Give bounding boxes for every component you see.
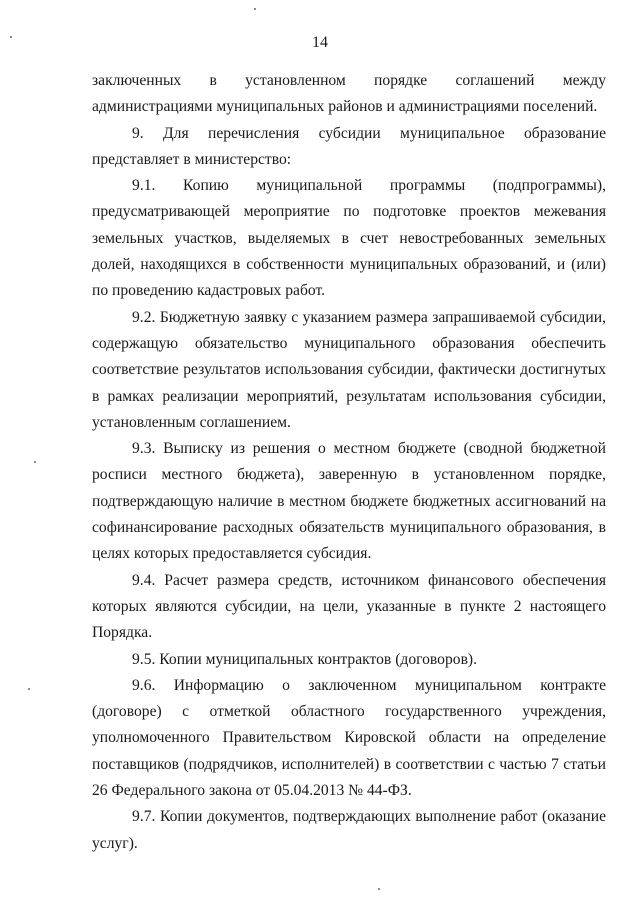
scan-speck bbox=[10, 36, 12, 38]
paragraph-9-5: 9.5. Копии муниципальных контрактов (договоров). bbox=[132, 650, 478, 668]
scan-speck bbox=[34, 461, 36, 463]
paragraph-9-2: 9.2. Бюджетную заявку с указанием размера запрашиваемой субсидии, содержащую обязательство муниципального образования обеспечить соответствие результатов использования субсидии, фактически достигнутых в рамках реализации мероприятий, результатам использования субсидии, установленным соглашением. bbox=[92, 308, 606, 431]
paragraph-9-1: 9.1. Копию муниципальной программы (подпрограммы), предусматривающей мероприятие по подготовке проектов межевания земельных участков, выделяемых в счет невостребованных земельных долей, находящихся в собственности муниципальных образований, и (или) по проведению кадастровых работ. bbox=[92, 177, 606, 300]
page-number: 14 bbox=[312, 34, 328, 51]
paragraph-9-7: 9.7. Копии документов, подтверждающих выполнение работ (оказание услуг). bbox=[92, 808, 606, 852]
paragraph-9-6: 9.6. Информацию о заключенном муниципальном контракте (договоре) с отметкой областного государственного учреждения, уполномоченного Правительством Кировской области на определение поставщиков (подрядчиков, исполнителей) в соответствии с частью 7 статьи 26 Федерального закона от 05.04.2013 № 44-ФЗ. bbox=[92, 676, 606, 800]
paragraph-continuation: заключенных в установленном порядке соглашений между администрациями муниципальных районов и администрациями поселений. bbox=[92, 72, 606, 116]
paragraph-9-4: 9.4. Расчет размера средств, источником финансового обеспечения которых являются субсидии, на цели, указанные в пункте 2 настоящего Порядка. bbox=[92, 571, 606, 642]
paragraph-9: 9. Для перечисления субсидии муниципальное образование представляет в министерство: bbox=[92, 124, 606, 168]
document-body bbox=[92, 68, 606, 857]
scan-speck bbox=[254, 8, 256, 10]
scan-speck bbox=[378, 888, 380, 890]
scan-speck bbox=[28, 688, 30, 690]
paragraph-9-3: 9.3. Выписку из решения о местном бюджете (сводной бюджетной росписи местного бюджета), заверенную в установленном порядке, подтверждающую наличие в местном бюджете бюджетных ассигнований на софинансирование расходных обязательств муниципального образования, в целях которых предоставляется субсидия. bbox=[92, 440, 606, 563]
